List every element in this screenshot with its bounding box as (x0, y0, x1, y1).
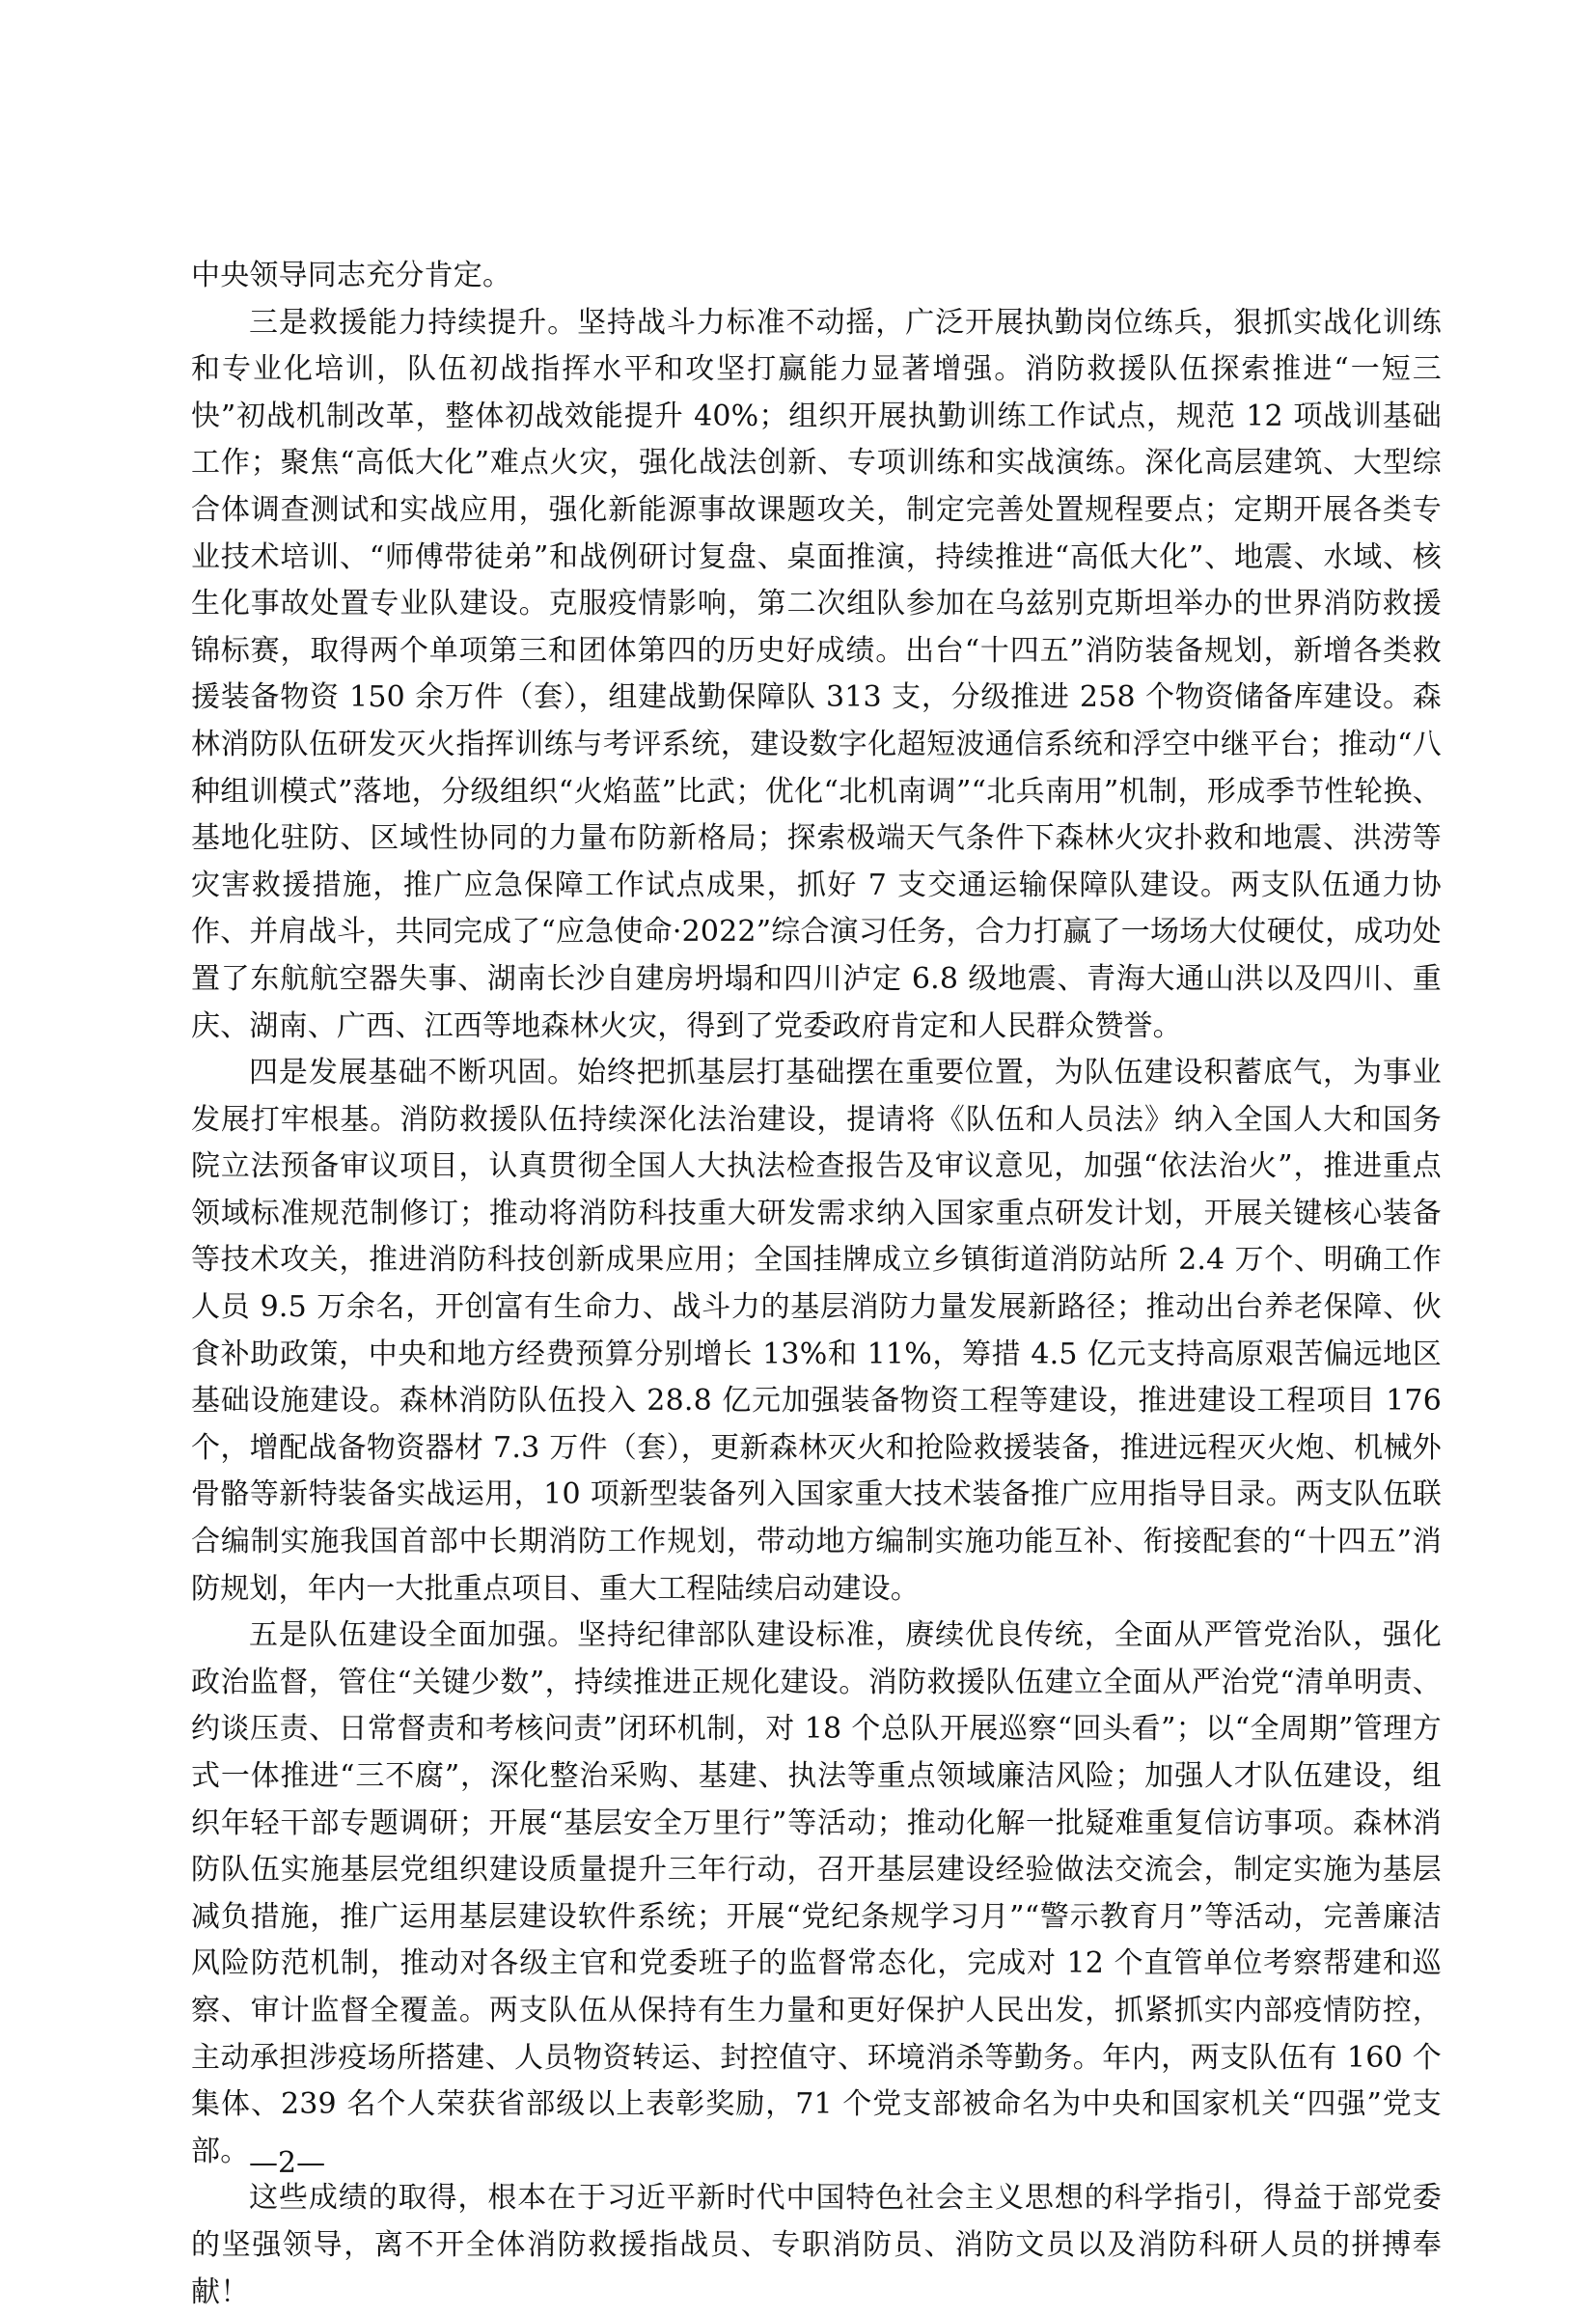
paragraph-team-building: 五是队伍建设全面加强。坚持纪律部队建设标准，赓续优良传统，全面从严管党治队，强化政治监督，管住“关键少数”，持续推进正规化建设。消防救援队伍建立全面从严治党“清单明责、约谈压责、日常督责和考核问责”闭环机制，对 18 个总队开展巡察“回头看”；以“全周期”管理方式一体推进“三不腐”，深化整治采购、基建、执法等重点领域廉洁风险；加强人才队伍建设，组织年轻干部专题调研；开展“基层安全万里行”等活动；推动化解一批疑难重复信访事项。森林消防队伍实施基层党组织建设质量提升三年行动，召开基层建设经验做法交流会，制定实施为基层减负措施，推广运用基层建设软件系统；开展“党纪条规学习月”“警示教育月”等活动，完善廉洁风险防范机制，推动对各级主官和党委班子的监督常态化，完成对 12 个直管单位考察帮建和巡察、审计监督全覆盖。两支队伍从保持有生力量和更好保护人民出发，抓紧抓实内部疫情防控，主动承担涉疫场所搭建、人员物资转运、封控值守、环境消杀等勤务。年内，两支队伍有 160 个集体、239 名个人荣获省部级以上表彰奖励，71 个党支部被命名为中央和国家机关“四强”党支部。 (191, 1618, 1442, 2168)
page-number: —2— (249, 2146, 326, 2180)
paragraph-development-foundation: 四是发展基础不断巩固。始终把抓基层打基础摆在重要位置，为队伍建设积蓄底气，为事业发展打牢根基。消防救援队伍持续深化法治建设，提请将《队伍和人员法》纳入全国人大和国务院立法预备审议项目，认真贯彻全国人大执法检查报告及审议意见，加强“依法治火”，推进重点领域标准规范制修订；推动将消防科技重大研发需求纳入国家重点研发计划，开展关键核心装备等技术攻关，推进消防科技创新成果应用；全国挂牌成立乡镇街道消防站所 2.4 万个、明确工作人员 9.5 万余名，开创富有生命力、战斗力的基层消防力量发展新路径；推动出台养老保障、伙食补助政策，中央和地方经费预算分别增长 13%和 11%，筹措 4.5 亿元支持高原艰苦偏远地区基础设施建设。森林消防队伍投入 28.8 亿元加强装备物资工程等建设，推进建设工程项目 176 个，增配战备物资器材 7.3 万件（套），更新森林灭火和抢险救援装备，推进远程灭火炮、机械外骨骼等新特装备实战运用，10 项新型装备列入国家重大技术装备推广应用指导目录。两支队伍联合编制实施我国首部中长期消防工作规划，带动地方编制实施功能互补、衔接配套的“十四五”消防规划，年内一大批重点项目、重大工程陆续启动建设。 (191, 1056, 1442, 1606)
document-body (191, 253, 1442, 2316)
paragraph-rescue-capability: 三是救援能力持续提升。坚持战斗力标准不动摇，广泛开展执勤岗位练兵，狠抓实战化训练和专业化培训，队伍初战指挥水平和攻坚打赢能力显著增强。消防救援队伍探索推进“一短三快”初战机制改革，整体初战效能提升 40%；组织开展执勤训练工作试点，规范 12 项战训基础工作；聚焦“高低大化”难点火灾，强化战法创新、专项训练和实战演练。深化高层建筑、大型综合体调查测试和实战应用，强化新能源事故课题攻关，制定完善处置规程要点；定期开展各类专业技术培训、“师傅带徒弟”和战例研讨复盘、桌面推演，持续推进“高低大化”、地震、水域、核生化事故处置专业队建设。克服疫情影响，第二次组队参加在乌兹别克斯坦举办的世界消防救援锦标赛，取得两个单项第三和团体第四的历史好成绩。出台“十四五”消防装备规划，新增各类救援装备物资 150 余万件（套），组建战勤保障队 313 支，分级推进 258 个物资储备库建设。森林消防队伍研发灭火指挥训练与考评系统，建设数字化超短波通信系统和浮空中继平台；推动“八种组训模式”落地，分级组织“火焰蓝”比武；优化“北机南调”“北兵南用”机制，形成季节性轮换、基地化驻防、区域性协同的力量布防新格局；探索极端天气条件下森林火灾扑救和地震、洪涝等灾害救援措施，推广应急保障工作试点成果，抓好 7 支交通运输保障队建设。两支队伍通力协作、并肩战斗，共同完成了“应急使命·2022”综合演习任务，合力打赢了一场场大仗硬仗，成功处置了东航航空器失事、湖南长沙自建房坍塌和四川泸定 6.8 级地震、青海大通山洪以及四川、重庆、湖南、广西、江西等地森林火灾，得到了党委政府肯定和人民群众赞誉。 (191, 305, 1442, 1043)
paragraph-continuation: 中央领导同志充分肯定。 (191, 259, 512, 292)
paragraph-achievements: 这些成绩的取得，根本在于习近平新时代中国特色社会主义思想的科学指引，得益于部党委的坚强领导，离不开全体消防救援指战员、专职消防员、消防文员以及消防科研人员的拼搏奉献！ (191, 2181, 1442, 2309)
